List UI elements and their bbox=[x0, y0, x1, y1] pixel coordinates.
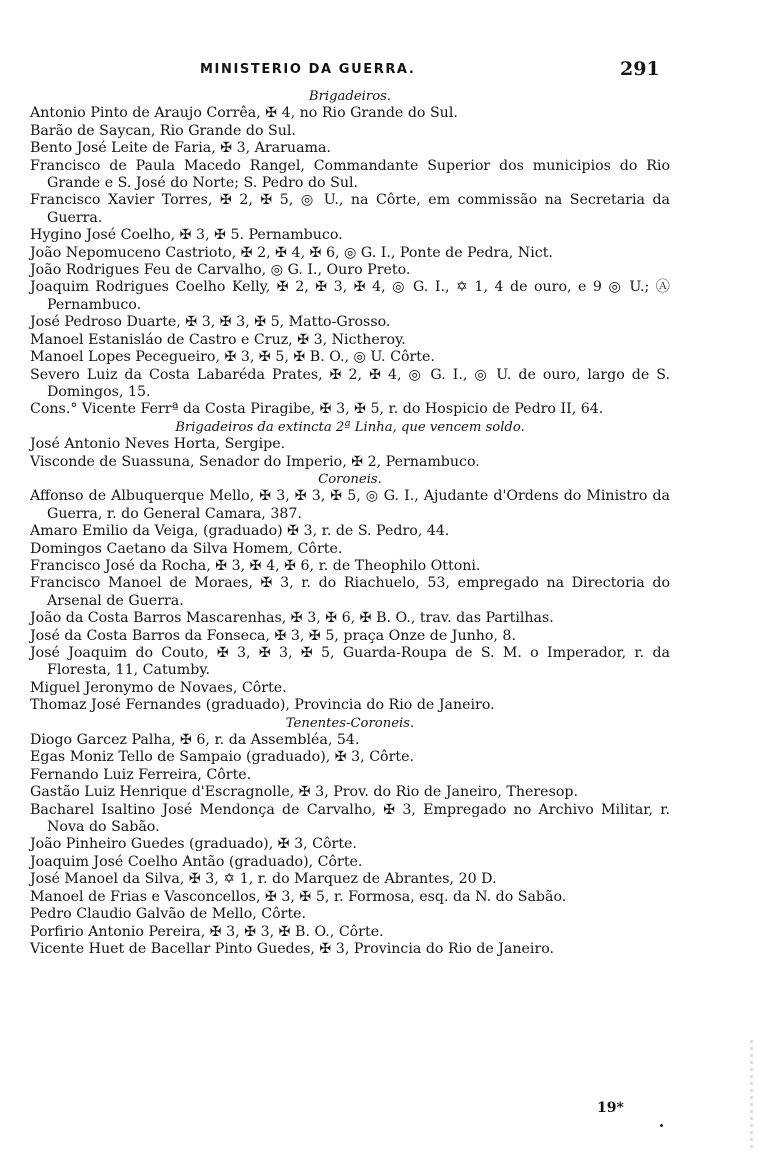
list-entry: Fernando Luiz Ferreira, Côrte. bbox=[30, 766, 252, 783]
list-entry: Francisco de Paula Macedo Rangel, Commandante Superior dos municipios do Rio Grande e S. José do Norte; S. Pedro do Sul. bbox=[30, 157, 670, 192]
list-entry: Thomaz José Fernandes (graduado), Provincia do Rio de Janeiro. bbox=[30, 697, 495, 714]
list-entry: Manoel Lopes Pecegueiro, ✠ 3, ✠ 5, ✠ B. O., ◎ U. Côrte. bbox=[30, 349, 435, 366]
page-number: 291 bbox=[620, 58, 660, 80]
running-head bbox=[0, 58, 757, 84]
list-entry: Cons.° Vicente Ferrª da Costa Piragibe, ✠ 3, ✠ 5, r. do Hospicio de Pedro II, 64. bbox=[30, 401, 604, 418]
list-entry: José Antonio Neves Horta, Sergipe. bbox=[30, 436, 286, 453]
section-heading: Brigadeiros. bbox=[308, 89, 392, 104]
list-entry: Manoel de Frias e Vasconcellos, ✠ 3, ✠ 5, r. Formosa, esq. da N. do Sabão. bbox=[30, 888, 567, 905]
section-heading: Coroneis. bbox=[318, 471, 382, 487]
list-entry: João Nepomuceno Castrioto, ✠ 2, ✠ 4, ✠ 6, ◎ G. I., Ponte de Pedra, Nict. bbox=[30, 244, 553, 261]
list-entry: Amaro Emilio da Veiga, (graduado) ✠ 3, r. de S. Pedro, 44. bbox=[30, 523, 450, 540]
list-entry: Porfirio Antonio Pereira, ✠ 3, ✠ 3, ✠ B. O., Côrte. bbox=[30, 923, 384, 940]
list-entry: João da Costa Barros Mascarenhas, ✠ 3, ✠ 6, ✠ B. O., trav. das Partilhas. bbox=[30, 610, 554, 627]
section-heading: Tenentes-Coroneis. bbox=[285, 715, 415, 731]
list-entry: Manoel Estanisláo de Castro e Cruz, ✠ 3, Nictheroy. bbox=[30, 331, 406, 348]
list-entry: José Manoel da Silva, ✠ 3, ✡ 1, r. do Marquez de Abrantes, 20 D. bbox=[30, 871, 497, 888]
list-entry: Francisco Manoel de Moraes, ✠ 3, r. do Riachuelo, 53, empregado na Directoria do Arsenal de Guerra. bbox=[30, 575, 670, 609]
list-entry: Affonso de Albuquerque Mello, ✠ 3, ✠ 3, ✠ 5, ◎ G. I., Ajudante d'Ordens do Ministro da Guerra, r. do General Camara, 387. bbox=[30, 488, 670, 522]
list-entry: Vicente Huet de Bacellar Pinto Guedes, ✠ 3, Provincia do Rio de Janeiro. bbox=[30, 940, 555, 957]
list-entry: Francisco Xavier Torres, ✠ 2, ✠ 5, ◎ U., na Côrte, em commissão na Secretaria da Guerra. bbox=[30, 192, 670, 226]
scan-edge-noise bbox=[750, 1040, 753, 1150]
list-entry: Barão de Saycan, Rio Grande do Sul. bbox=[30, 122, 296, 139]
signature-mark: 19* bbox=[597, 1100, 624, 1116]
list-entry: Domingos Caetano da Silva Homem, Côrte. bbox=[30, 540, 343, 557]
list-entry: José Pedroso Duarte, ✠ 3, ✠ 3, ✠ 5, Matto-Grosso. bbox=[30, 314, 391, 331]
list-entry: Joaquim José Coelho Antão (graduado), Côrte. bbox=[30, 853, 363, 870]
list-entry: João Rodrigues Feu de Carvalho, ◎ G. I., Ouro Preto. bbox=[30, 262, 411, 279]
list-entry: Severo Luiz da Costa Labaréda Prates, ✠ 2, ✠ 4, ◎ G. I., ◎ U. de ouro, largo de S. Domingos, 15. bbox=[30, 366, 670, 400]
list-entry: Bento José Leite de Faria, ✠ 3, Araruama. bbox=[30, 140, 331, 157]
list-entry: Gastão Luiz Henrique d'Escragnolle, ✠ 3, Prov. do Rio de Janeiro, Theresop. bbox=[30, 784, 578, 801]
list-entry: Visconde de Suassuna, Senador do Imperio, ✠ 2, Pernambuco. bbox=[30, 453, 480, 470]
ink-speck bbox=[660, 1124, 663, 1127]
list-entry: Pedro Claudio Galvão de Mello, Côrte. bbox=[30, 906, 307, 923]
list-entry: Diogo Garcez Palha, ✠ 6, r. da Assembléa, 54. bbox=[30, 732, 360, 749]
list-entry: Antonio Pinto de Araujo Corrêa, ✠ 4, no Rio Grande do Sul. bbox=[30, 105, 458, 122]
list-entry: Egas Moniz Tello de Sampaio (graduado), ✠ 3, Côrte. bbox=[30, 749, 414, 766]
list-entry: Joaquim Rodrigues Coelho Kelly, ✠ 2, ✠ 3, ✠ 4, ◎ G. I., ✡ 1, 4 de ouro, e 9 ◎ U.; Ⓐ Pernambuco. bbox=[30, 279, 670, 313]
list-entry: Francisco José da Rocha, ✠ 3, ✠ 4, ✠ 6, r. de Theophilo Ottoni. bbox=[30, 557, 481, 574]
list-entry: Bacharel Isaltino José Mendonça de Carvalho, ✠ 3, Empregado no Archivo Militar, r. Nova do Sabão. bbox=[30, 801, 670, 836]
list-entry: José da Costa Barros da Fonseca, ✠ 3, ✠ 5, praça Onze de Junho, 8. bbox=[30, 627, 516, 644]
list-entry: Miguel Jeronymo de Novaes, Côrte. bbox=[30, 679, 287, 696]
list-entry: Hygino José Coelho, ✠ 3, ✠ 5. Pernambuco. bbox=[30, 227, 343, 244]
list-entry: José Joaquim do Couto, ✠ 3, ✠ 3, ✠ 5, Guarda-Roupa de S. M. o Imperador, r. da Floresta, 11, Catumby. bbox=[30, 645, 670, 679]
section-heading: Brigadeiros da extincta 2ª Linha, que vencem soldo. bbox=[175, 419, 525, 435]
list-entry: João Pinheiro Guedes (graduado), ✠ 3, Côrte. bbox=[30, 836, 357, 853]
running-head-title: MINISTERIO DA GUERRA. bbox=[200, 62, 416, 77]
body-text bbox=[30, 88, 670, 958]
